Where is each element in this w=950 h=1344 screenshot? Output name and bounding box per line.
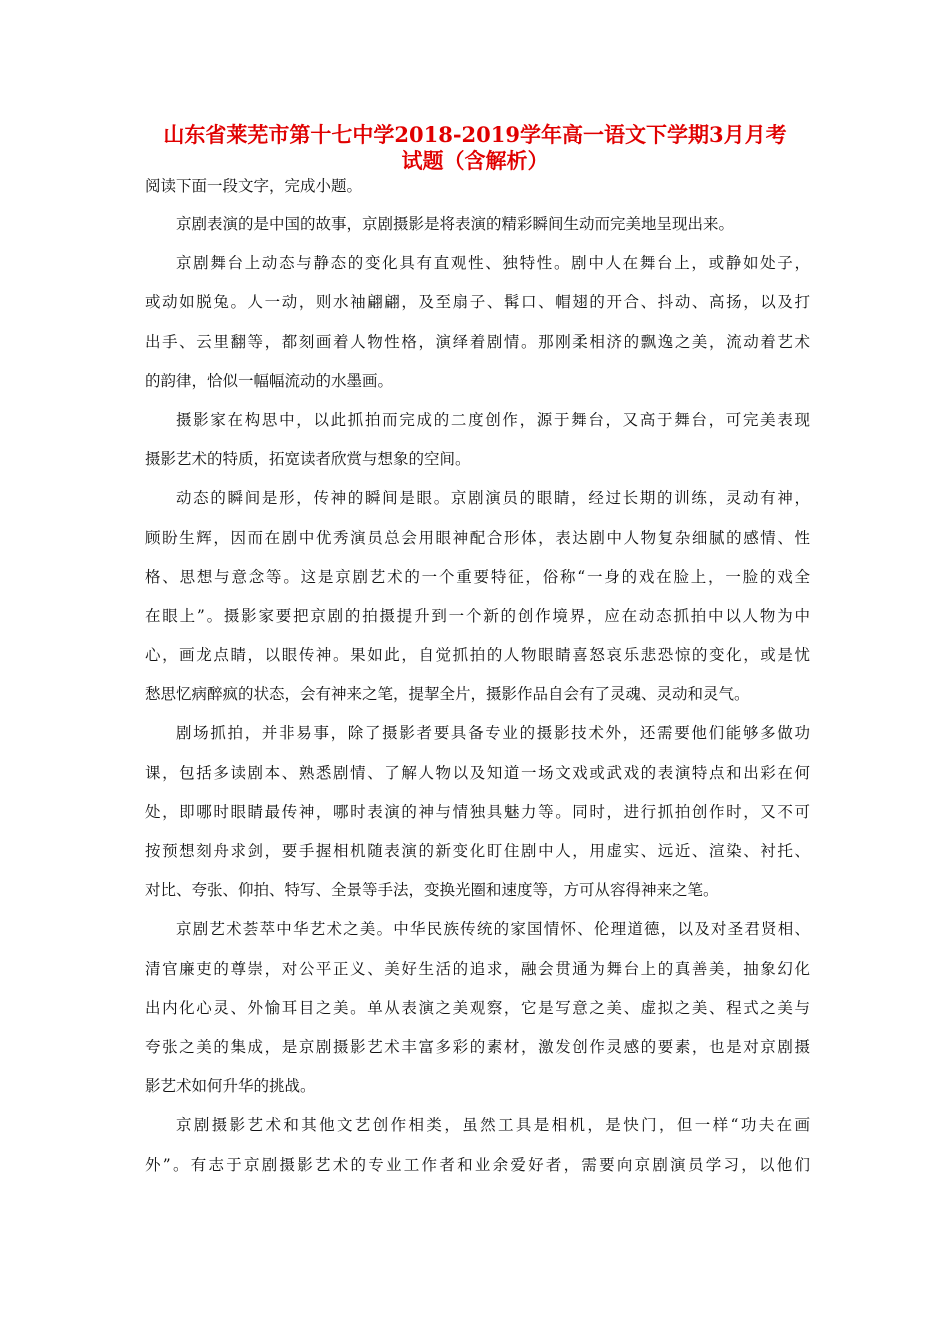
passage-line: 心，画龙点睛，以眼传神。果如此，自觉抓拍的人物眼睛喜怒哀乐悲恐惊的变化，或是忧 [145, 646, 810, 665]
passage-line: 的韵律，恰似一幅幅流动的水墨画。 [145, 371, 394, 390]
passage-line: 愁思忆病醉疯的状态，会有神来之笔，提挈全片，摄影作品自会有了灵魂、灵动和灵气。 [145, 685, 750, 704]
passage-line: 顾盼生辉，因而在剧中优秀演员总会用眼神配合形体，表达剧中人物复杂细腻的感情、性 [145, 528, 810, 547]
passage-line: 按预想刻舟求剑，要手握相机随表演的新变化盯住剧中人，用虚实、远近、渲染、衬托、 [145, 842, 810, 860]
passage-line: 课，包括多读剧本、熟悉剧情、了解人物以及知道一场文戏或武戏的表演特点和出彩在何 [145, 763, 810, 782]
passage-line: 格、思想与意念等。这是京剧艺术的一个重要特征，俗称“一身的戏在脸上，一脸的戏全 [145, 567, 810, 586]
passage-line: 摄影艺术的特质，拓宽读者欣赏与想象的空间。 [145, 450, 471, 469]
passage-line: 对比、夸张、仰拍、特写、全景等手法，变换光圈和速度等，方可从容得神来之笔。 [145, 881, 719, 900]
passage-line: 夸张之美的集成，是京剧摄影艺术丰富多彩的素材，激发创作灵感的要素，也是对京剧摄 [145, 1037, 810, 1056]
passage-line: 京剧艺术荟萃中华艺术之美。中华民族传统的家国情怀、伦理道德，以及对圣君贤相、 [176, 920, 810, 939]
document-title [130, 122, 820, 174]
passage-line: 摄影家在构思中，以此抓拍而完成的二度创作，源于舞台，又高于舞台，可完美表现 [176, 410, 810, 429]
passage-line: 清官廉吏的尊崇，对公平正义、美好生活的追求，融会贯通为舞台上的真善美，抽象幻化 [145, 959, 810, 978]
passage-line: 京剧摄影艺术和其他文艺创作相类，虽然工具是相机，是快门，但一样“功夫在画 [176, 1116, 810, 1135]
passage-body [145, 205, 810, 1185]
title-line-1: 山东省莱芜市第十七中学2018-2019学年高一语文下学期3月月考 [163, 122, 787, 147]
passage-line: 在眼上”。摄影家要把京剧的拍摄提升到一个新的创作境界，应在动态抓拍中以人物为中 [145, 606, 810, 625]
passage-line: 出内化心灵、外愉耳目之美。单从表演之美观察，它是写意之美、虚拟之美、程式之美与 [145, 998, 810, 1017]
passage-line: 外”。有志于京剧摄影艺术的专业工作者和业余爱好者，需要向京剧演员学习，以他们 [145, 1155, 810, 1174]
passage-line: 动态的瞬间是形，传神的瞬间是眼。京剧演员的眼睛，经过长期的训练，灵动有神， [176, 489, 810, 508]
passage-line: 剧场抓拍，并非易事，除了摄影者要具备专业的摄影技术外，还需要他们能够多做功 [176, 724, 810, 743]
title-line-2: 试题（含解析） [401, 148, 549, 173]
passage-line: 处，即哪时眼睛最传神，哪时表演的神与情独具魅力等。同时，进行抓拍创作时，又不可 [145, 802, 810, 821]
passage-line: 或动如脱兔。人一动，则水袖翩翩，及至扇子、髯口、帽翅的开合、抖动、高扬，以及打 [145, 293, 810, 312]
passage-line: 京剧表演的是中国的故事，京剧摄影是将表演的精彩瞬间生动而完美地呈现出来。 [176, 215, 735, 233]
reading-instruction: 阅读下面一段文字，完成小题。 [145, 177, 363, 195]
passage-line: 京剧舞台上动态与静态的变化具有直观性、独特性。剧中人在舞台上，或静如处子， [176, 254, 810, 273]
passage-line: 影艺术如何升华的挑战。 [145, 1077, 316, 1096]
passage-line: 出手、云里翻等，都刻画着人物性格，演绎着剧情。那刚柔相济的飘逸之美，流动着艺术 [145, 332, 810, 351]
